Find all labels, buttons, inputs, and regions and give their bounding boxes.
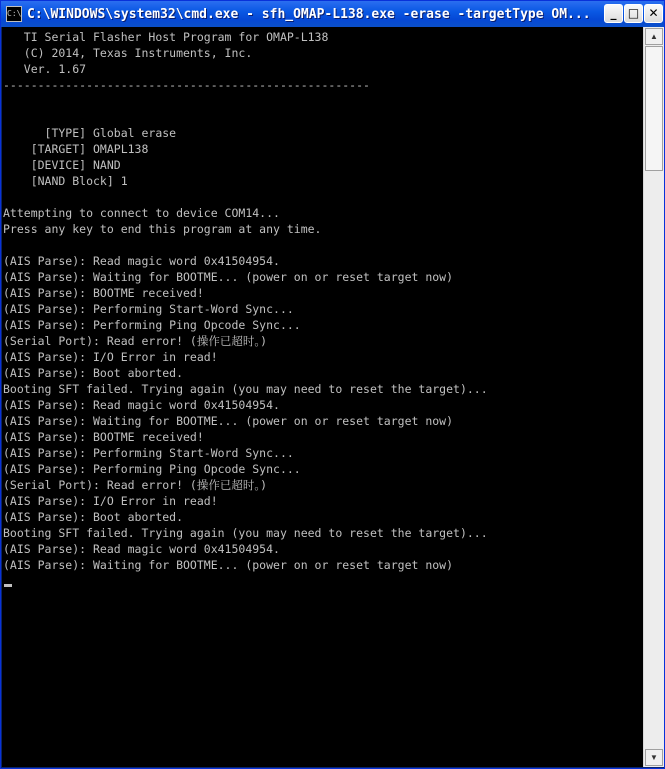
scroll-down-button[interactable]: ▼ — [645, 749, 663, 766]
console-line: Attempting to connect to device COM14... — [3, 206, 280, 220]
console-line: [TYPE] Global erase — [3, 126, 177, 140]
console-line: (AIS Parse): Performing Ping Opcode Sync... — [3, 462, 301, 476]
console-line: TI Serial Flasher Host Program for OMAP-L138 — [3, 30, 329, 44]
console-line: (AIS Parse): BOOTME received! — [3, 430, 204, 444]
console-line: (AIS Parse): Waiting for BOOTME... (power on or reset target now) — [3, 414, 454, 428]
minimize-button[interactable]: _ — [604, 4, 623, 23]
scroll-thumb[interactable] — [645, 46, 663, 171]
console-line: (Serial Port): Read error! (操作已超时。) — [3, 334, 268, 348]
console-line: Booting SFT failed. Trying again (you may need to reset the target)... — [3, 382, 488, 396]
console-line: (C) 2014, Texas Instruments, Inc. — [3, 46, 253, 60]
console-line: (AIS Parse): Performing Start-Word Sync... — [3, 302, 294, 316]
console-line: (AIS Parse): BOOTME received! — [3, 286, 204, 300]
console-line: (AIS Parse): I/O Error in read! — [3, 494, 218, 508]
console-line: (AIS Parse): Boot aborted. — [3, 366, 184, 380]
console-line: (AIS Parse): Read magic word 0x41504954. — [3, 542, 280, 556]
console-line: Booting SFT failed. Trying again (you may need to reset the target)... — [3, 526, 488, 540]
text-cursor — [4, 584, 12, 587]
console-line: (AIS Parse): I/O Error in read! — [3, 350, 218, 364]
scroll-up-button[interactable]: ▲ — [645, 28, 663, 45]
vertical-scrollbar[interactable] — [643, 27, 664, 767]
console-line: (AIS Parse): Read magic word 0x41504954. — [3, 254, 280, 268]
console-line: (AIS Parse): Performing Ping Opcode Sync... — [3, 318, 301, 332]
console-separator: ----------------------------------------------------- — [3, 78, 370, 92]
console-line: Ver. 1.67 — [3, 62, 87, 76]
console-line: (AIS Parse): Boot aborted. — [3, 510, 184, 524]
console-line: (Serial Port): Read error! (操作已超时。) — [3, 478, 268, 492]
console-line: (AIS Parse): Waiting for BOOTME... (power on or reset target now) — [3, 558, 454, 572]
console-line: (AIS Parse): Performing Start-Word Sync... — [3, 446, 294, 460]
console-line: [NAND Block] 1 — [3, 174, 128, 188]
console-line: Press any key to end this program at any time. — [3, 222, 322, 236]
console-line: [DEVICE] NAND — [3, 158, 121, 172]
title-bar[interactable] — [1, 1, 664, 27]
console-line: (AIS Parse): Read magic word 0x41504954. — [3, 398, 280, 412]
close-button[interactable]: ✕ — [644, 4, 663, 23]
window-title: C:\WINDOWS\system32\cmd.exe - sfh_OMAP-L138.exe -erase -targetType OM... — [27, 6, 591, 22]
console-line: (AIS Parse): Waiting for BOOTME... (power on or reset target now) — [3, 270, 454, 284]
console-output[interactable] — [2, 27, 643, 767]
console-line: [TARGET] OMAPL138 — [3, 142, 149, 156]
cmd-icon[interactable]: C:\ — [6, 6, 22, 22]
maximize-button[interactable]: □ — [624, 4, 643, 23]
